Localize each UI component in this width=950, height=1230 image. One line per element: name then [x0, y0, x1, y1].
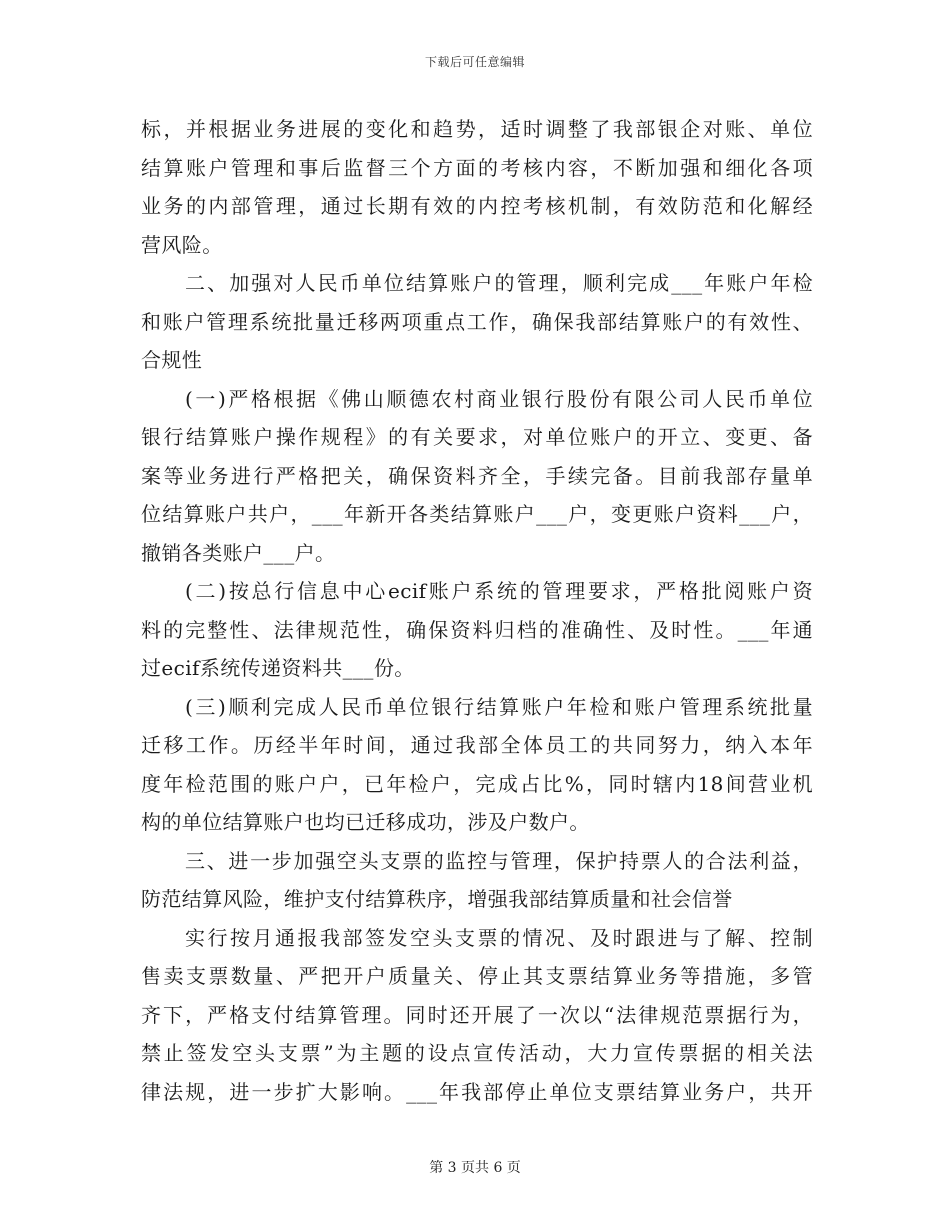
text-line: 度年检范围的账户户，已年检户，完成占比%，同时辖内18间营业机 — [141, 771, 813, 796]
text-line: 和账户管理系统批量迁移两项重点工作，确保我部结算账户的有效性、 — [141, 309, 813, 334]
text-line: 银行结算账户操作规程》的有关要求，对单位账户的开立、变更、备 — [141, 425, 813, 449]
text-line: 营风险。 — [141, 232, 223, 257]
document-body — [141, 110, 813, 1111]
page-header: 下载后可任意编辑 — [424, 55, 525, 69]
text-line: 结算账户管理和事后监督三个方面的考核内容，不断加强和细化各项 — [141, 155, 813, 180]
text-line: (三)顺利完成人民币单位银行结算账户年检和账户管理系统批量 — [185, 694, 813, 719]
text-line: 二、加强对人民币单位结算账户的管理，顺利完成___年账户年检 — [185, 271, 813, 295]
text-line: 禁止签发空头支票”为主题的设点宣传活动，大力宣传票据的相关法 — [141, 1041, 813, 1065]
text-line: (二)按总行信息中心ecif账户系统的管理要求，严格批阅账户资 — [185, 579, 813, 603]
text-line: 案等业务进行严格把关，确保资料齐全，手续完备。目前我部存量单 — [141, 463, 813, 488]
text-line: 业务的内部管理，通过长期有效的内控考核机制，有效防范和化解经 — [141, 194, 813, 218]
text-line: 构的单位结算账户也均已迁移成功，涉及户数户。 — [141, 810, 590, 834]
text-line: (一)严格根据《佛山顺德农村商业银行股份有限公司人民币单位 — [185, 386, 813, 411]
text-line: 标，并根据业务进展的变化和趋势，适时调整了我部银企对账、单位 — [141, 117, 813, 141]
text-line: 三、进一步加强空头支票的监控与管理，保护持票人的合法利益， — [185, 848, 813, 873]
text-line: 齐下，严格支付结算管理。同时还开展了一次以“法律规范票据行为， — [141, 1002, 813, 1027]
text-line: 售卖支票数量、严把开户质量关、停止其支票结算业务等措施，多管 — [141, 964, 813, 988]
text-line: 合规性 — [141, 348, 203, 372]
text-line: 过ecif系统传递资料共___份。 — [141, 656, 415, 680]
text-line: 料的完整性、法律规范性，确保资料归档的准确性、及时性。___年通 — [141, 617, 813, 642]
text-line: 位结算账户共户，___年新开各类结算账户___户，变更账户资料___户， — [141, 502, 813, 526]
text-line: 撤销各类账户___户。 — [141, 540, 336, 565]
text-line: 防范结算风险，维护支付结算秩序，增强我部结算质量和社会信誉 — [141, 887, 733, 911]
page-footer: 第 3 页共 6 页 — [429, 1160, 521, 1176]
text-line: 迁移工作。历经半年时间，通过我部全体员工的共同努力，纳入本年 — [141, 733, 813, 757]
text-line: 实行按月通报我部签发空头支票的情况、及时跟进与了解、控制 — [185, 925, 813, 950]
text-line: 律法规，进一步扩大影响。___年我部停止单位支票结算业务户，共开 — [141, 1079, 813, 1104]
